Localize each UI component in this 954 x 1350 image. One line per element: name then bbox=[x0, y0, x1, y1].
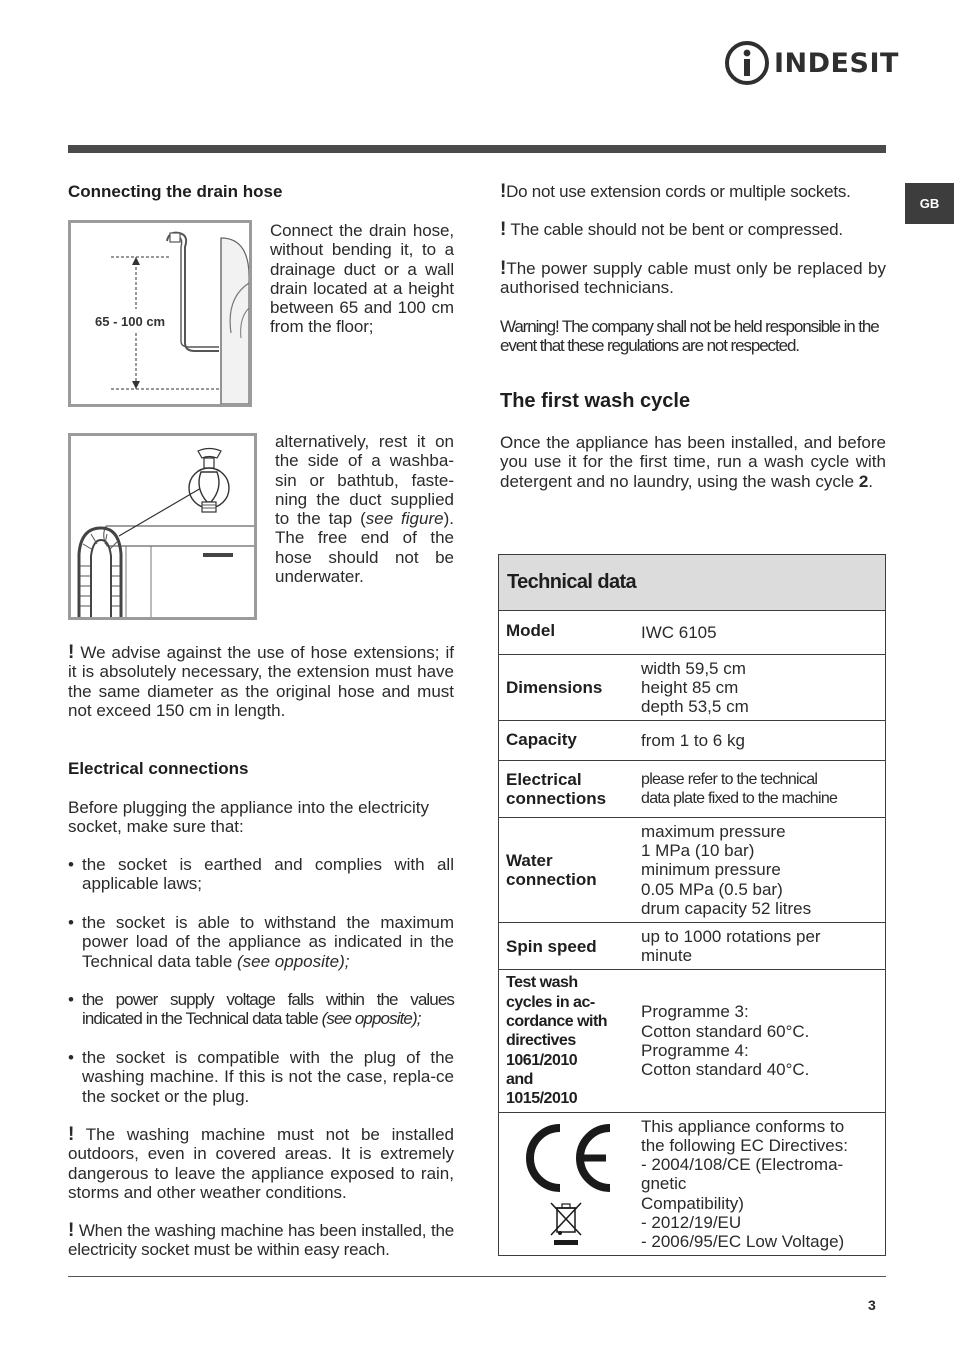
model-label: Model bbox=[506, 621, 556, 640]
technical-data-table bbox=[498, 554, 886, 1256]
ce-directives-value: This appliance conforms to the following EC Directives: - 2004/108/CE (Electroma- gnetic Compatibility) - 2012/19/EU - 2006/95/EC Low Voltage) bbox=[641, 1116, 848, 1251]
dimensions-value: width 59,5 cm height 85 cm depth 53,5 cm bbox=[641, 658, 749, 717]
spin-value: up to 1000 rotations per minute bbox=[641, 926, 821, 965]
responsibility-disclaimer: Warning! The company shall not be held responsible in the event that these regulations are not respected. bbox=[500, 317, 879, 356]
table-row-electrical bbox=[499, 761, 885, 818]
capacity-value: from 1 to 6 kg bbox=[641, 730, 745, 750]
indesit-logo-mark-icon bbox=[724, 40, 770, 86]
water-label: Water connection bbox=[506, 851, 597, 889]
capacity-label: Capacity bbox=[506, 730, 577, 749]
drain-height-figure bbox=[68, 220, 252, 407]
header-rule bbox=[68, 145, 886, 153]
dimensions-label: Dimensions bbox=[506, 678, 603, 697]
indesit-logo bbox=[724, 38, 899, 88]
drain-hose-text-1: Connect the drain hose, without bending it, to a drainage duct or a wall drain located at a height between 65 and 100 cm from the floor; bbox=[270, 221, 454, 337]
page-number: 3 bbox=[868, 1297, 876, 1313]
technical-data-title: Technical data bbox=[507, 571, 637, 593]
bullet-power-load: • the socket is able to withstand the maximum power load of the appliance as indicated in the Technical data table (see opposite); bbox=[68, 913, 454, 971]
model-value: IWC 6105 bbox=[641, 622, 717, 642]
ce-marks bbox=[499, 1113, 633, 1255]
drain-hose-text-2: alternatively, rest it on the side of a washba-sin or bathtub, faste-ning the duct supplied to the tap (see figure). The free end of the hose should not be underwater. bbox=[275, 432, 454, 587]
brand-name: INDESIT bbox=[774, 47, 899, 79]
water-value: maximum pressure 1 MPa (10 bar) minimum pressure 0.05 MPa (0.5 bar) drum capacity 52 litres bbox=[641, 821, 812, 918]
drain-height-label: 65 - 100 cm bbox=[95, 314, 166, 329]
extension-cord-warning: !Do not use extension cords or multiple sockets. bbox=[500, 181, 851, 202]
table-row-capacity bbox=[499, 721, 885, 761]
washbasin-hose-illustration bbox=[71, 436, 254, 617]
washbasin-hose-figure bbox=[68, 433, 257, 620]
footer-rule bbox=[68, 1276, 886, 1277]
bullet-earthed: • the socket is earthed and complies with all applicable laws; bbox=[68, 855, 454, 894]
ce-mark-icon bbox=[516, 1122, 616, 1194]
spin-label: Spin speed bbox=[506, 936, 597, 956]
table-row-dimensions bbox=[499, 655, 885, 721]
drain-hose-heading: Connecting the drain hose bbox=[68, 182, 283, 201]
bullet-voltage: • the power supply voltage falls within the values indicated in the Technical data table (see opposite); bbox=[68, 990, 454, 1029]
table-row-test-wash bbox=[499, 970, 885, 1113]
technical-data-header bbox=[499, 555, 885, 611]
cable-bend-warning: ! The cable should not be bent or compressed. bbox=[500, 219, 843, 240]
cable-replace-warning: !The power supply cable must only be replaced by authorised technicians. bbox=[500, 258, 886, 298]
table-row-ce bbox=[499, 1113, 885, 1255]
hose-extension-warning: ! We advise against the use of hose extensions; if it is absolutely necessary, the extension must have the same diameter as the original hose and must not exceed 150 cm in length. bbox=[68, 642, 454, 720]
electrical-value: please refer to the technical data plate fixed to the machine bbox=[641, 770, 838, 807]
electrical-intro: Before plugging the appliance into the electricity socket, make sure that: bbox=[68, 798, 430, 837]
electrical-label: Electrical connections bbox=[506, 770, 607, 808]
socket-reach-warning: ! When the washing machine has been installed, the electricity socket must be within easy reach. bbox=[68, 1220, 454, 1260]
outdoor-warning: ! The washing machine must not be installed outdoors, even in covered areas. It is extremely dangerous to leave the appliance exposed to rain, storms and other weather conditions. bbox=[68, 1124, 454, 1202]
language-tab: GB bbox=[905, 183, 954, 224]
table-row-water bbox=[499, 818, 885, 923]
first-wash-heading: The first wash cycle bbox=[500, 390, 691, 412]
test-wash-label: Test wash cycles in ac- cordance with directives 1061/2010 and 1015/2010 bbox=[506, 974, 608, 1108]
electrical-connections-heading: Electrical connections bbox=[68, 759, 249, 778]
weee-crossed-bin-icon bbox=[546, 1200, 586, 1246]
bullet-plug: • the socket is compatible with the plug of the washing machine. If this is not the case, repla-ce the socket or the plug. bbox=[68, 1048, 454, 1106]
first-wash-text: Once the appliance has been installed, and before you use it for the first time, run a wash cycle with detergent and no laundry, using the wash cycle 2. bbox=[500, 433, 886, 491]
table-row-model bbox=[499, 611, 885, 655]
table-row-spin bbox=[499, 923, 885, 970]
test-wash-value: Programme 3: Cotton standard 60°C. Programme 4: Cotton standard 40°C. bbox=[641, 1002, 810, 1080]
